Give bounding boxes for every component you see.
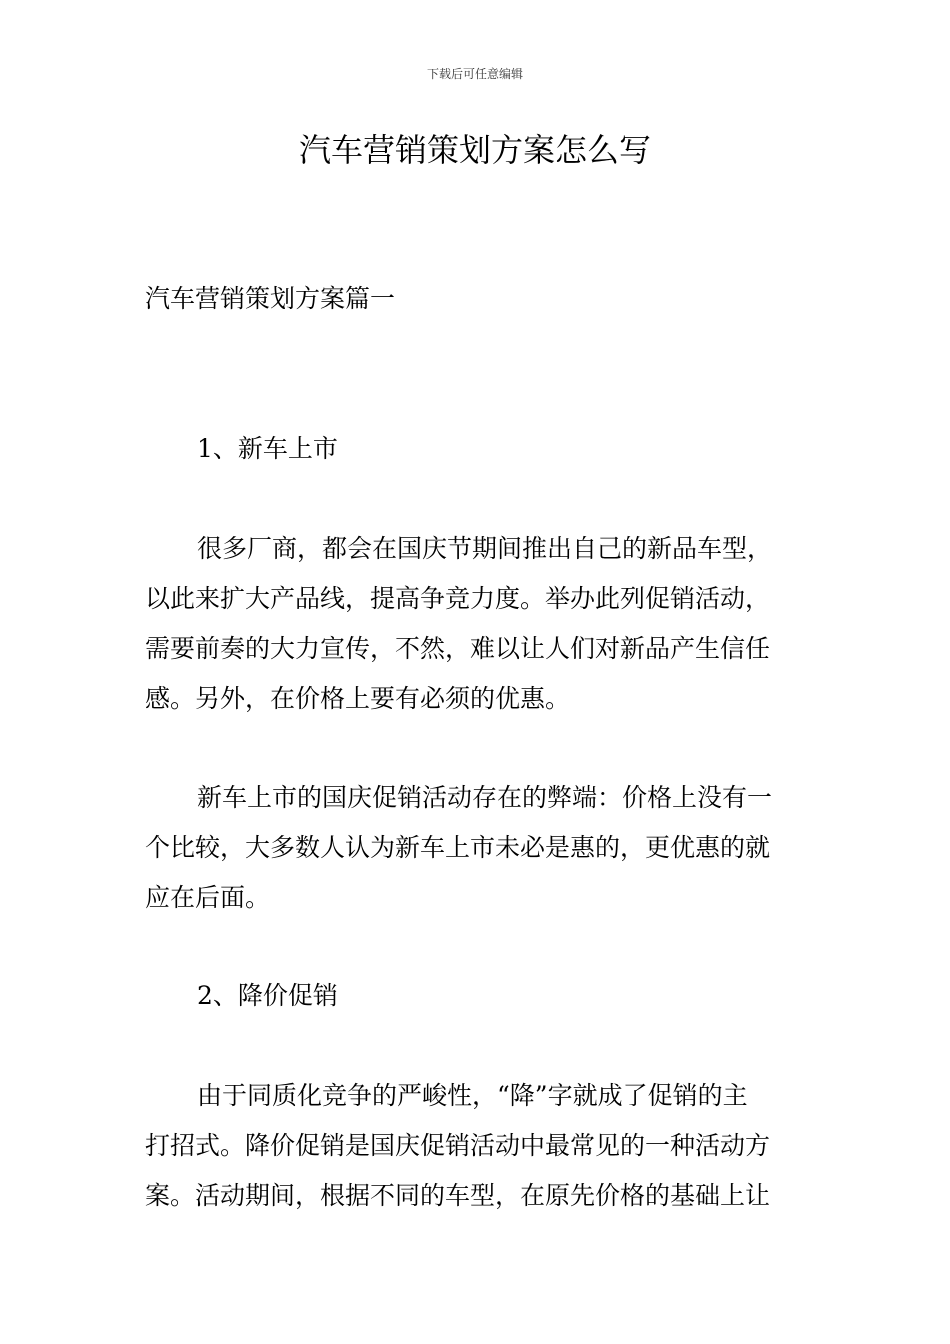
paragraph-line: 案。活动期间，根据不同的车型，在原先价格的基础上让 (145, 1181, 771, 1210)
header-note: 下载后可任意编辑 (426, 67, 523, 81)
section-heading: 汽车营销策划方案篇一 (145, 284, 396, 313)
item1-heading: 1、新车上市 (197, 434, 338, 463)
paragraph-line: 需要前奏的大力宣传，不然，难以让人们对新品产生信任 (145, 634, 771, 663)
paragraph-line: 应在后面。 (145, 883, 271, 912)
item2-paragraph-1 (145, 1071, 810, 1221)
paragraph-line: 感。另外，在价格上要有必须的优惠。 (145, 684, 571, 713)
item2-heading: 2、降价促销 (197, 981, 338, 1010)
paragraph-line: 个比较，大多数人认为新车上市未必是惠的，更优惠的就 (145, 833, 771, 862)
document-title: 汽车营销策划方案怎么写 (298, 131, 651, 169)
paragraph-line: 很多厂商，都会在国庆节期间推出自己的新品车型， (197, 534, 773, 563)
paragraph-line: 打招式。降价促销是国庆促销活动中最常见的一种活动方 (145, 1131, 771, 1160)
item1-paragraph-2 (145, 773, 810, 923)
paragraph-line: 新车上市的国庆促销活动存在的弊端：价格上没有一 (197, 783, 773, 812)
paragraph-line: 以此来扩大产品线，提高争竞力度。举办此列促销活动， (145, 584, 771, 613)
paragraph-line: 由于同质化竞争的严峻性，“降”字就成了促销的主 (197, 1081, 748, 1110)
item1-paragraph-1 (145, 524, 810, 724)
